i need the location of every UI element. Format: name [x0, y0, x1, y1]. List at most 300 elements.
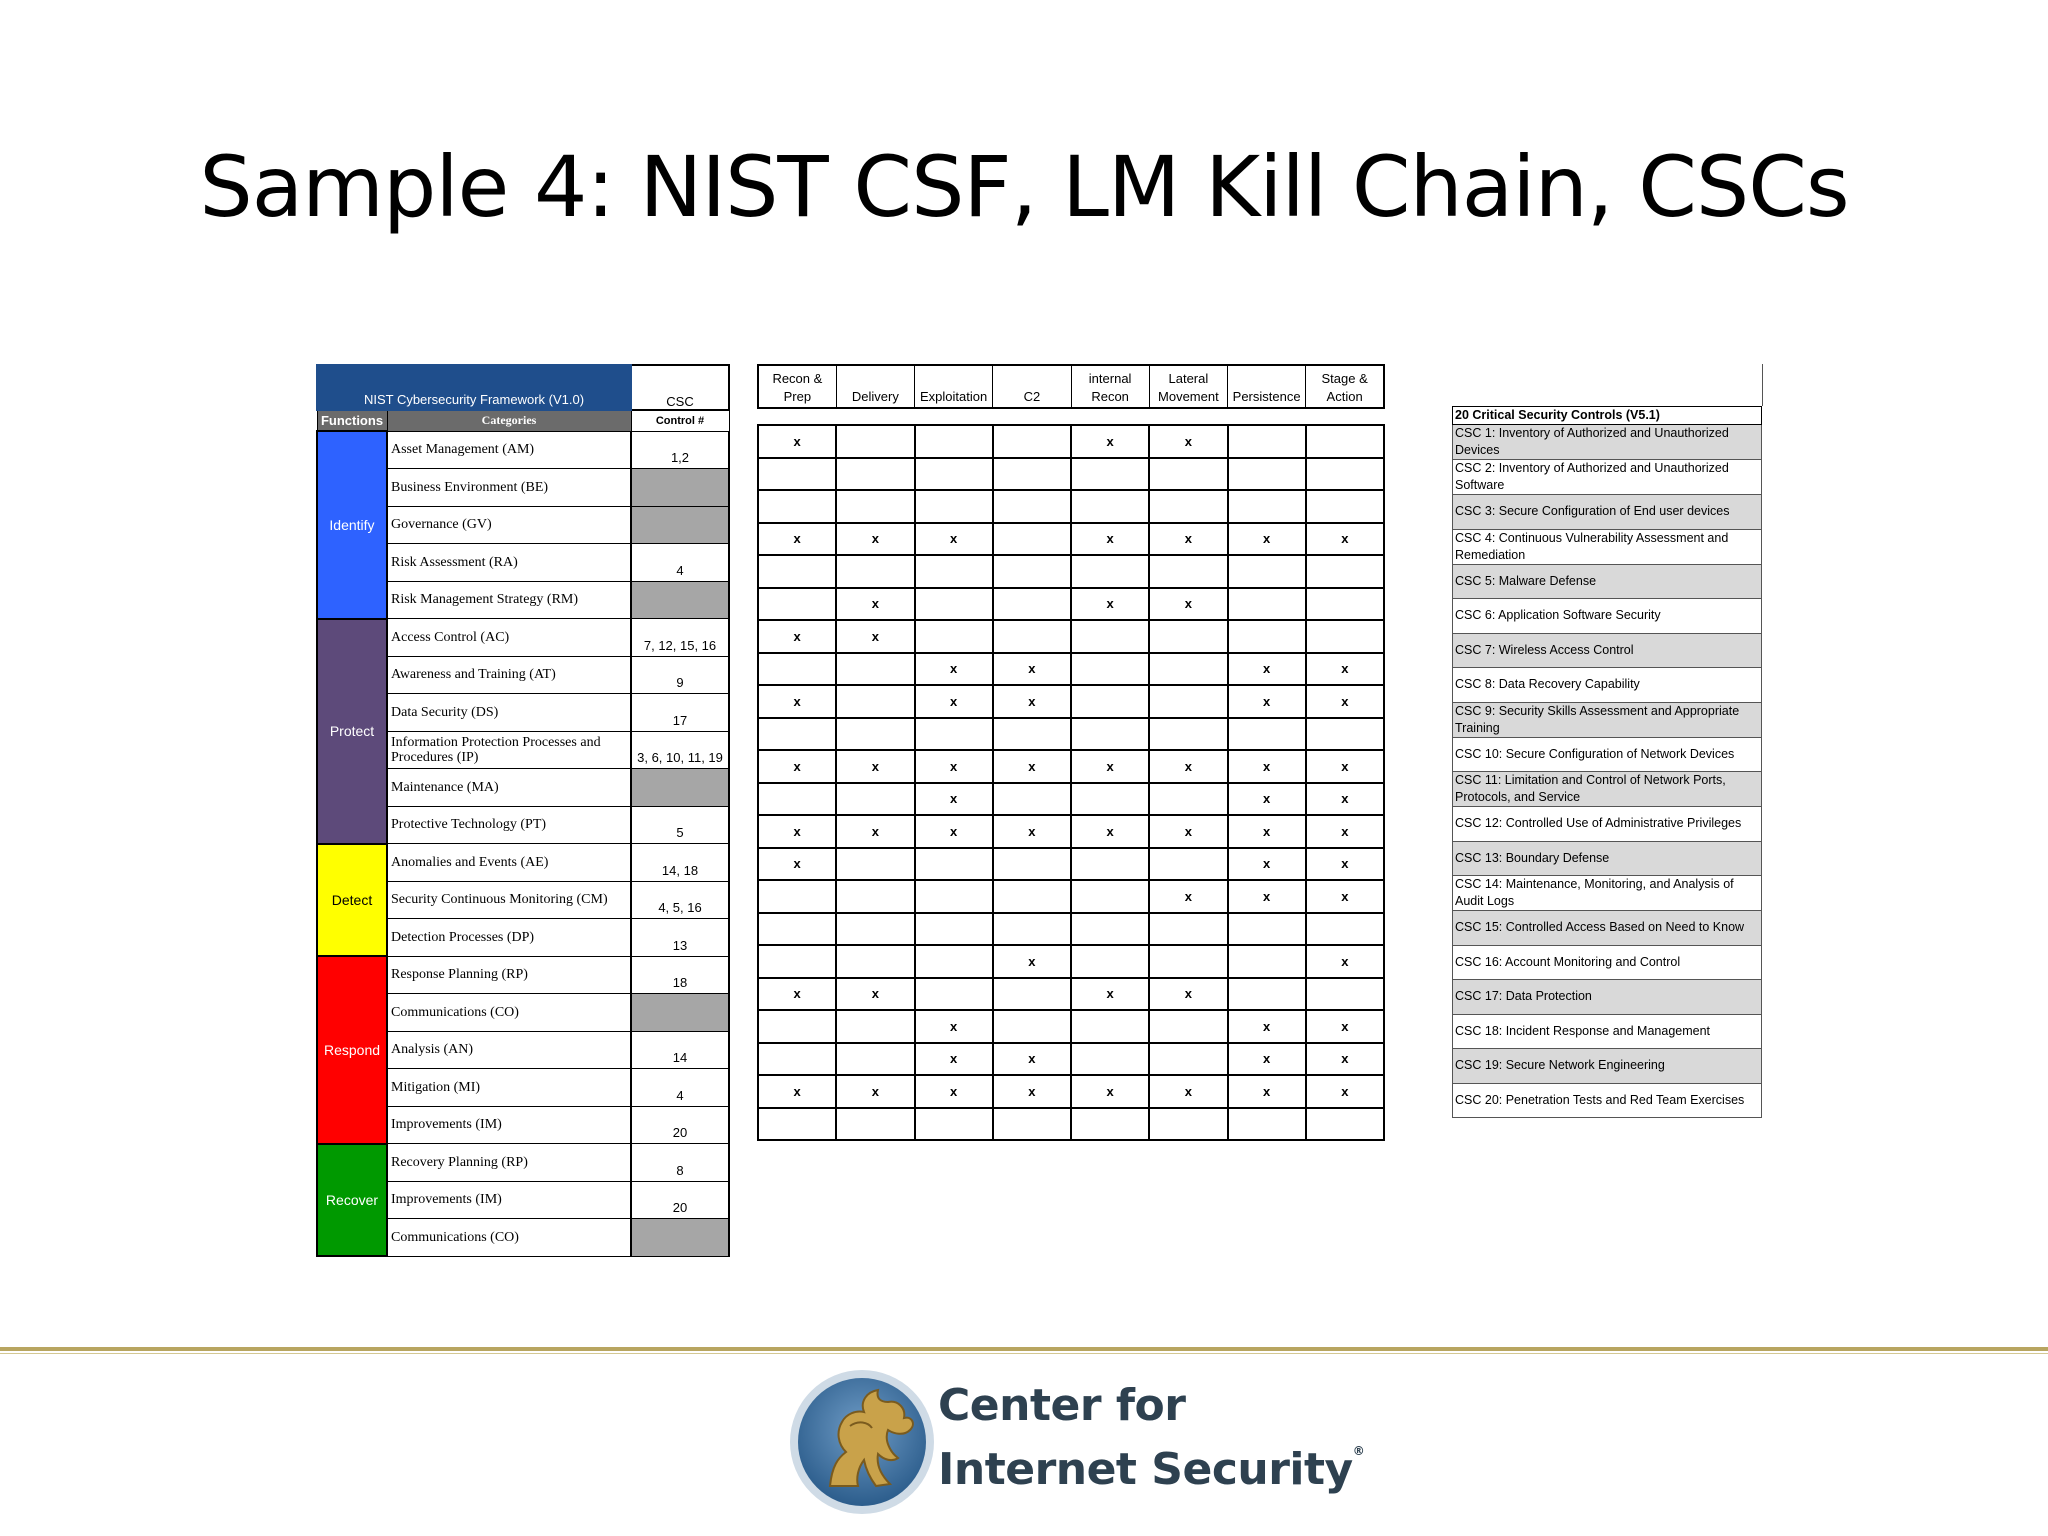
- csc-list-item: [1453, 980, 1762, 1015]
- kill-chain-grid: [757, 424, 1385, 1141]
- kill-chain-cell: [1149, 685, 1227, 718]
- kill-chain-cell: x: [836, 978, 914, 1011]
- kill-chain-cell: [993, 718, 1071, 751]
- kill-chain-cell: x: [1306, 1010, 1384, 1043]
- kill-chain-cell: x: [758, 620, 836, 653]
- category-name: Mitigation (MI): [387, 1069, 631, 1107]
- category-name: Data Security (DS): [387, 694, 631, 732]
- kill-chain-cell: x: [993, 945, 1071, 978]
- kill-chain-row: [758, 555, 1384, 588]
- csc-list-item: [1453, 495, 1762, 530]
- kill-chain-cell: [758, 588, 836, 621]
- kill-chain-phase-header: internal Recon: [1071, 365, 1149, 408]
- kill-chain-cell: [1306, 913, 1384, 946]
- kill-chain-cell: [1071, 718, 1149, 751]
- kill-chain-cell: [758, 490, 836, 523]
- kill-chain-phase-header: Recon & Prep: [758, 365, 836, 408]
- kill-chain-cell: x: [1228, 750, 1306, 783]
- kill-chain-phase-header: Lateral Movement: [1149, 365, 1227, 408]
- griffin-seal-icon: [780, 1366, 950, 1518]
- csc-list-item: [1453, 529, 1762, 564]
- kill-chain-row: [758, 750, 1384, 783]
- kill-chain-cell: [1071, 458, 1149, 491]
- kill-chain-cell: [915, 425, 993, 458]
- category-name: Asset Management (AM): [387, 431, 631, 469]
- kill-chain-cell: x: [836, 750, 914, 783]
- csc-list-item: [1453, 737, 1762, 772]
- kill-chain-cell: x: [1306, 945, 1384, 978]
- kill-chain-row: [758, 653, 1384, 686]
- kill-chain-cell: x: [758, 685, 836, 718]
- kill-chain-cell: x: [836, 1075, 914, 1108]
- kill-chain-cell: [836, 555, 914, 588]
- csc-list-border: [1762, 364, 1763, 406]
- slide-title: Sample 4: NIST CSF, LM Kill Chain, CSCs: [199, 138, 1849, 236]
- kill-chain-cell: [1071, 685, 1149, 718]
- category-name: Governance (GV): [387, 506, 631, 544]
- csc-item-text: CSC 9: Security Skills Assessment and Appropriate Training: [1453, 702, 1762, 737]
- kill-chain-cell: x: [758, 425, 836, 458]
- kill-chain-cell: [836, 458, 914, 491]
- kill-chain-cell: x: [758, 848, 836, 881]
- kill-chain-cell: [1306, 458, 1384, 491]
- kill-chain-cell: x: [1228, 1043, 1306, 1076]
- kill-chain-row: [758, 458, 1384, 491]
- kill-chain-cell: [1149, 718, 1227, 751]
- kill-chain-cell: x: [1228, 848, 1306, 881]
- category-name: Business Environment (BE): [387, 469, 631, 507]
- kill-chain-cell: x: [993, 1075, 1071, 1108]
- kill-chain-cell: x: [915, 783, 993, 816]
- kill-chain-cell: [1306, 620, 1384, 653]
- csc-item-text: CSC 11: Limitation and Control of Network Ports, Protocols, and Service: [1453, 772, 1762, 807]
- kill-chain-cell: [915, 588, 993, 621]
- csc-list-item: [1453, 702, 1762, 737]
- csc-item-text: CSC 1: Inventory of Authorized and Unauthorized Devices: [1453, 425, 1762, 460]
- kill-chain-cell: x: [1228, 1075, 1306, 1108]
- csc-item-text: CSC 14: Maintenance, Monitoring, and Analysis of Audit Logs: [1453, 876, 1762, 911]
- category-name: Detection Processes (DP): [387, 919, 631, 957]
- kill-chain-cell: x: [915, 1043, 993, 1076]
- kill-chain-cell: [1149, 783, 1227, 816]
- kill-chain-cell: x: [1149, 880, 1227, 913]
- kill-chain-header: [757, 364, 1385, 409]
- kill-chain-cell: x: [1306, 1043, 1384, 1076]
- kill-chain-cell: [993, 555, 1071, 588]
- kill-chain-cell: x: [1228, 653, 1306, 686]
- kill-chain-cell: x: [758, 815, 836, 848]
- kill-chain-cell: [915, 945, 993, 978]
- kill-chain-phase-header: Delivery: [836, 365, 914, 408]
- kill-chain-cell: [1149, 1108, 1227, 1141]
- kill-chain-cell: [915, 848, 993, 881]
- kill-chain-cell: x: [1306, 685, 1384, 718]
- kill-chain-row: [758, 978, 1384, 1011]
- csc-control-numbers: 4: [631, 1069, 729, 1107]
- csc-control-numbers: 20: [631, 1106, 729, 1144]
- kill-chain-cell: x: [1228, 880, 1306, 913]
- kill-chain-row: [758, 815, 1384, 848]
- kill-chain-cell: [993, 458, 1071, 491]
- kill-chain-cell: x: [915, 815, 993, 848]
- csc-control-numbers: 1,2: [631, 431, 729, 469]
- csc-item-text: CSC 7: Wireless Access Control: [1453, 633, 1762, 668]
- kill-chain-cell: x: [1228, 523, 1306, 556]
- kill-chain-cell: x: [1306, 880, 1384, 913]
- category-name: Communications (CO): [387, 994, 631, 1032]
- kill-chain-cell: [915, 458, 993, 491]
- csc-list-item: [1453, 633, 1762, 668]
- category-name: Anomalies and Events (AE): [387, 844, 631, 882]
- kill-chain-cell: x: [1228, 685, 1306, 718]
- kill-chain-cell: [1071, 620, 1149, 653]
- kill-chain-cell: [1228, 490, 1306, 523]
- csc-control-numbers: 9: [631, 656, 729, 694]
- kill-chain-cell: [836, 653, 914, 686]
- csc-item-text: CSC 10: Secure Configuration of Network Devices: [1453, 737, 1762, 772]
- kill-chain-cell: x: [1306, 815, 1384, 848]
- kill-chain-cell: [1306, 978, 1384, 1011]
- csc-item-text: CSC 19: Secure Network Engineering: [1453, 1049, 1762, 1084]
- csc-item-text: CSC 6: Application Software Security: [1453, 599, 1762, 634]
- kill-chain-row: [758, 783, 1384, 816]
- kill-chain-cell: x: [1071, 978, 1149, 1011]
- kill-chain-cell: x: [1149, 588, 1227, 621]
- kill-chain-cell: [1071, 945, 1149, 978]
- category-name: Communications (CO): [387, 1219, 631, 1257]
- function-detect: Detect: [317, 844, 387, 957]
- kill-chain-cell: [993, 1108, 1071, 1141]
- kill-chain-cell: [1071, 1043, 1149, 1076]
- kill-chain-cell: [836, 783, 914, 816]
- kill-chain-cell: [993, 880, 1071, 913]
- csc-control-numbers: 4, 5, 16: [631, 881, 729, 919]
- kill-chain-cell: [1228, 978, 1306, 1011]
- kill-chain-cell: [1071, 848, 1149, 881]
- kill-chain-cell: [836, 1108, 914, 1141]
- kill-chain-cell: [836, 685, 914, 718]
- kill-chain-cell: [836, 880, 914, 913]
- kill-chain-cell: x: [1071, 588, 1149, 621]
- csc-control-numbers: 14: [631, 1031, 729, 1069]
- nist-csf-table: [316, 364, 730, 1257]
- kill-chain-cell: [1071, 555, 1149, 588]
- csc-item-text: CSC 16: Account Monitoring and Control: [1453, 945, 1762, 980]
- csc-control-numbers: [631, 469, 729, 507]
- kill-chain-cell: [836, 1043, 914, 1076]
- logo-line-2: [938, 1444, 1364, 1495]
- kill-chain-cell: [993, 848, 1071, 881]
- kill-chain-cell: x: [1071, 750, 1149, 783]
- kill-chain-cell: [1149, 945, 1227, 978]
- csc-control-numbers: 8: [631, 1144, 729, 1182]
- kill-chain-cell: x: [1306, 750, 1384, 783]
- csc-item-text: CSC 4: Continuous Vulnerability Assessment and Remediation: [1453, 529, 1762, 564]
- kill-chain-cell: x: [836, 620, 914, 653]
- kill-chain-cell: [1228, 620, 1306, 653]
- kill-chain-phase-header: Stage & Action: [1306, 365, 1384, 408]
- kill-chain-cell: [836, 848, 914, 881]
- kill-chain-cell: x: [758, 978, 836, 1011]
- csc-list-item: [1453, 1083, 1762, 1118]
- kill-chain-row: [758, 848, 1384, 881]
- csc-control-numbers: 14, 18: [631, 844, 729, 882]
- category-name: Improvements (IM): [387, 1106, 631, 1144]
- critical-security-controls-list: [1452, 406, 1762, 1118]
- kill-chain-cell: [1228, 1108, 1306, 1141]
- kill-chain-cell: [1149, 555, 1227, 588]
- kill-chain-cell: [758, 1043, 836, 1076]
- kill-chain-cell: x: [993, 750, 1071, 783]
- csc-list-item: [1453, 425, 1762, 460]
- kill-chain-cell: [758, 1108, 836, 1141]
- csc-item-text: CSC 17: Data Protection: [1453, 980, 1762, 1015]
- nist-category-row: [317, 431, 729, 469]
- category-name: Response Planning (RP): [387, 956, 631, 994]
- kill-chain-cell: x: [915, 685, 993, 718]
- kill-chain-cell: [1306, 718, 1384, 751]
- kill-chain-cell: [1149, 1010, 1227, 1043]
- category-name: Awareness and Training (AT): [387, 656, 631, 694]
- function-recover: Recover: [317, 1144, 387, 1257]
- kill-chain-row: [758, 913, 1384, 946]
- csc-list-item: [1453, 841, 1762, 876]
- logo-line-2-text: Internet Security: [938, 1444, 1353, 1495]
- kill-chain-row: [758, 945, 1384, 978]
- kill-chain-cell: [1228, 913, 1306, 946]
- kill-chain-cell: x: [993, 685, 1071, 718]
- nist-category-row: [317, 619, 729, 657]
- kill-chain-cell: [915, 620, 993, 653]
- kill-chain-cell: [1071, 880, 1149, 913]
- csc-control-numbers: 13: [631, 919, 729, 957]
- kill-chain-cell: x: [993, 1043, 1071, 1076]
- kill-chain-cell: x: [758, 1075, 836, 1108]
- category-name: Risk Assessment (RA): [387, 544, 631, 582]
- kill-chain-cell: x: [758, 523, 836, 556]
- kill-chain-cell: [1306, 1108, 1384, 1141]
- logo-line-1: Center for: [938, 1380, 1186, 1431]
- kill-chain-cell: x: [1071, 523, 1149, 556]
- kill-chain-phase-header: C2: [993, 365, 1071, 408]
- csc-list-item: [1453, 772, 1762, 807]
- kill-chain-cell: [836, 1010, 914, 1043]
- kill-chain-cell: [993, 783, 1071, 816]
- csc-item-text: CSC 20: Penetration Tests and Red Team Exercises: [1453, 1083, 1762, 1118]
- kill-chain-cell: [993, 490, 1071, 523]
- kill-chain-row: [758, 685, 1384, 718]
- kill-chain-cell: [993, 913, 1071, 946]
- kill-chain-cell: x: [993, 653, 1071, 686]
- csc-list-item: [1453, 876, 1762, 911]
- kill-chain-phase-header: Persistence: [1228, 365, 1306, 408]
- kill-chain-cell: [1149, 913, 1227, 946]
- csc-control-numbers: [631, 581, 729, 619]
- kill-chain-cell: [915, 490, 993, 523]
- kill-chain-cell: [758, 653, 836, 686]
- kill-chain-cell: [1306, 425, 1384, 458]
- csc-list-title: 20 Critical Security Controls (V5.1): [1453, 407, 1762, 425]
- kill-chain-cell: [836, 490, 914, 523]
- category-name: Access Control (AC): [387, 619, 631, 657]
- kill-chain-cell: [993, 523, 1071, 556]
- kill-chain-row: [758, 523, 1384, 556]
- csc-list-item: [1453, 911, 1762, 946]
- csc-item-text: CSC 5: Malware Defense: [1453, 564, 1762, 599]
- kill-chain-cell: [993, 620, 1071, 653]
- kill-chain-cell: x: [1071, 815, 1149, 848]
- kill-chain-cell: [1306, 490, 1384, 523]
- kill-chain-cell: [836, 718, 914, 751]
- csc-control-numbers: 4: [631, 544, 729, 582]
- kill-chain-row: [758, 620, 1384, 653]
- csc-control-numbers: 5: [631, 806, 729, 844]
- csc-list-item: [1453, 564, 1762, 599]
- nist-category-row: [317, 1144, 729, 1182]
- category-name: Maintenance (MA): [387, 769, 631, 807]
- category-name: Security Continuous Monitoring (CM): [387, 881, 631, 919]
- kill-chain-cell: [1149, 1043, 1227, 1076]
- kill-chain-cell: x: [1306, 1075, 1384, 1108]
- nist-framework-title: NIST Cybersecurity Framework (V1.0): [317, 365, 631, 410]
- kill-chain-cell: [1149, 620, 1227, 653]
- kill-chain-cell: x: [1306, 848, 1384, 881]
- csc-item-text: CSC 12: Controlled Use of Administrative Privileges: [1453, 807, 1762, 842]
- kill-chain-cell: [1228, 458, 1306, 491]
- csc-control-numbers: [631, 1219, 729, 1257]
- kill-chain-cell: [758, 945, 836, 978]
- kill-chain-cell: [758, 913, 836, 946]
- csc-list-item: [1453, 599, 1762, 634]
- kill-chain-cell: [1071, 1010, 1149, 1043]
- kill-chain-cell: x: [915, 1010, 993, 1043]
- csc-item-text: CSC 2: Inventory of Authorized and Unauthorized Software: [1453, 460, 1762, 495]
- kill-chain-cell: x: [1228, 1010, 1306, 1043]
- kill-chain-cell: [758, 880, 836, 913]
- kill-chain-cell: [758, 458, 836, 491]
- kill-chain-cell: x: [1149, 815, 1227, 848]
- csc-control-numbers: [631, 769, 729, 807]
- kill-chain-row: [758, 490, 1384, 523]
- kill-chain-row: [758, 1010, 1384, 1043]
- kill-chain-cell: [915, 880, 993, 913]
- kill-chain-cell: x: [1228, 783, 1306, 816]
- category-name: Analysis (AN): [387, 1031, 631, 1069]
- kill-chain-cell: x: [1149, 1075, 1227, 1108]
- kill-chain-cell: x: [1228, 815, 1306, 848]
- kill-chain-cell: [1306, 555, 1384, 588]
- kill-chain-cell: [836, 945, 914, 978]
- csc-list-item: [1453, 668, 1762, 703]
- csc-item-text: CSC 13: Boundary Defense: [1453, 841, 1762, 876]
- csc-column-header: CSC: [631, 365, 729, 410]
- kill-chain-cell: x: [1306, 783, 1384, 816]
- kill-chain-cell: [1228, 718, 1306, 751]
- kill-chain-cell: x: [836, 523, 914, 556]
- csc-item-text: CSC 15: Controlled Access Based on Need to Know: [1453, 911, 1762, 946]
- kill-chain-cell: x: [1071, 425, 1149, 458]
- kill-chain-row: [758, 880, 1384, 913]
- function-protect: Protect: [317, 619, 387, 844]
- kill-chain-cell: [993, 425, 1071, 458]
- csc-control-numbers: [631, 994, 729, 1032]
- kill-chain-cell: [1306, 588, 1384, 621]
- kill-chain-cell: [993, 1010, 1071, 1043]
- kill-chain-row: [758, 1108, 1384, 1141]
- kill-chain-cell: [1071, 490, 1149, 523]
- csc-control-numbers: 17: [631, 694, 729, 732]
- csc-control-numbers: 3, 6, 10, 11, 19: [631, 731, 729, 769]
- kill-chain-cell: [1228, 945, 1306, 978]
- category-name: Risk Management Strategy (RM): [387, 581, 631, 619]
- csc-control-numbers: 7, 12, 15, 16: [631, 619, 729, 657]
- control-number-header: Control #: [631, 410, 729, 431]
- csc-item-text: CSC 8: Data Recovery Capability: [1453, 668, 1762, 703]
- csc-item-text: CSC 3: Secure Configuration of End user devices: [1453, 495, 1762, 530]
- kill-chain-cell: [915, 555, 993, 588]
- kill-chain-cell: x: [1149, 425, 1227, 458]
- csc-list-item: [1453, 460, 1762, 495]
- kill-chain-cell: [758, 718, 836, 751]
- csc-list-item: [1453, 807, 1762, 842]
- kill-chain-cell: [1228, 555, 1306, 588]
- categories-header: Categories: [387, 410, 631, 431]
- csc-item-text: CSC 18: Incident Response and Management: [1453, 1014, 1762, 1049]
- kill-chain-cell: [1071, 653, 1149, 686]
- kill-chain-cell: [758, 1010, 836, 1043]
- kill-chain-cell: [993, 978, 1071, 1011]
- kill-chain-cell: [915, 978, 993, 1011]
- kill-chain-cell: x: [758, 750, 836, 783]
- kill-chain-cell: [1228, 588, 1306, 621]
- kill-chain-cell: [836, 913, 914, 946]
- kill-chain-cell: [1149, 848, 1227, 881]
- kill-chain-cell: [915, 718, 993, 751]
- kill-chain-cell: x: [1071, 1075, 1149, 1108]
- csc-list-item: [1453, 1049, 1762, 1084]
- csc-control-numbers: 20: [631, 1181, 729, 1219]
- kill-chain-cell: x: [915, 523, 993, 556]
- kill-chain-cell: [1149, 458, 1227, 491]
- kill-chain-cell: x: [915, 1075, 993, 1108]
- footer-divider: [0, 1347, 2048, 1351]
- kill-chain-cell: [758, 555, 836, 588]
- kill-chain-cell: [1228, 425, 1306, 458]
- kill-chain-cell: [1071, 783, 1149, 816]
- kill-chain-cell: x: [1149, 750, 1227, 783]
- category-name: Improvements (IM): [387, 1181, 631, 1219]
- kill-chain-cell: x: [1149, 523, 1227, 556]
- nist-category-row: [317, 844, 729, 882]
- kill-chain-cell: x: [1306, 523, 1384, 556]
- kill-chain-row: [758, 425, 1384, 458]
- csc-list-item: [1453, 1014, 1762, 1049]
- kill-chain-cell: [915, 1108, 993, 1141]
- kill-chain-cell: [758, 783, 836, 816]
- kill-chain-cell: [993, 588, 1071, 621]
- kill-chain-row: [758, 718, 1384, 751]
- kill-chain-cell: x: [915, 653, 993, 686]
- kill-chain-cell: x: [993, 815, 1071, 848]
- footer-divider-thin: [0, 1353, 2048, 1354]
- kill-chain-row: [758, 588, 1384, 621]
- kill-chain-cell: [1071, 913, 1149, 946]
- category-name: Protective Technology (PT): [387, 806, 631, 844]
- kill-chain-cell: x: [1306, 653, 1384, 686]
- kill-chain-cell: x: [1149, 978, 1227, 1011]
- kill-chain-phase-header: Exploitation: [915, 365, 993, 408]
- function-respond: Respond: [317, 956, 387, 1144]
